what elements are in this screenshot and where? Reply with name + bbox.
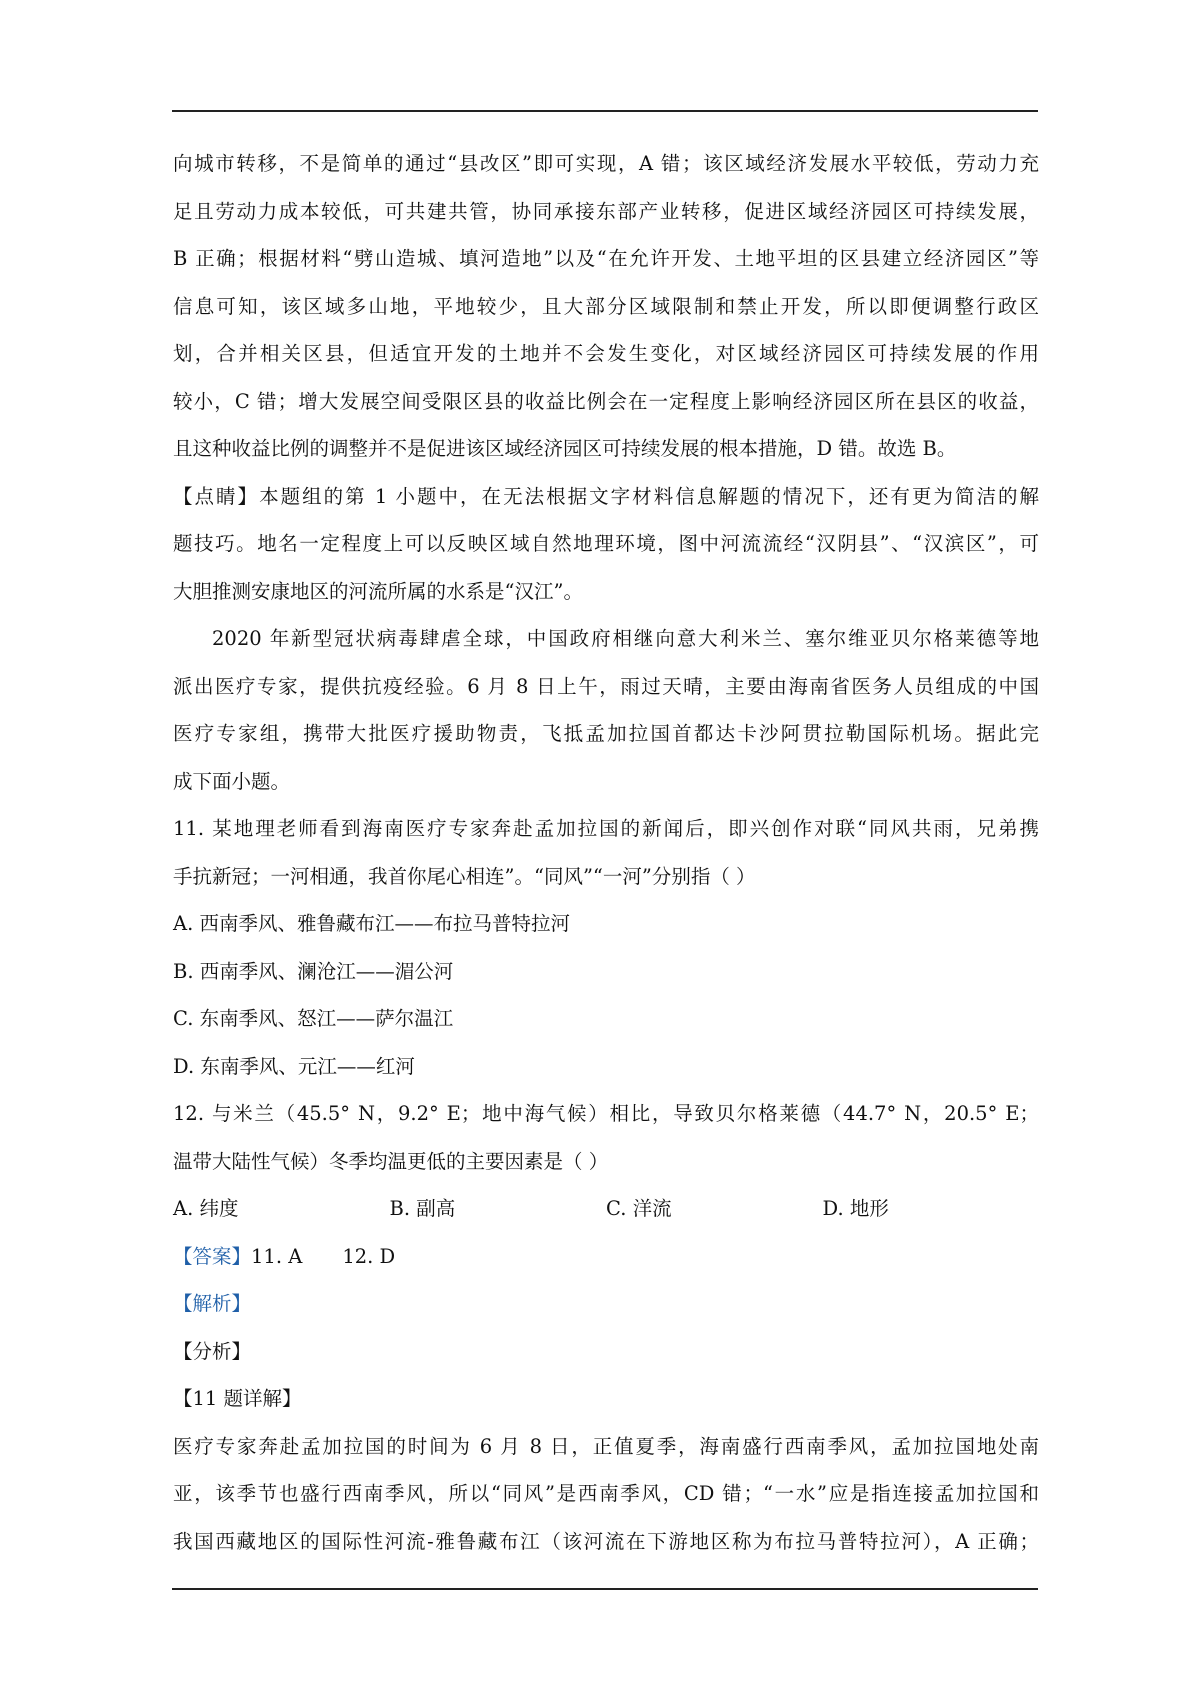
question-12-stem: 12. 与米兰（45.5° N，9.2° E；地中海气候）相比，导致贝尔格莱德（44.7° N，20.5° E； xyxy=(173,1102,1039,1125)
text-line: 信息可知，该区域多山地，平地较少，且大部分区域限制和禁止开发，所以即便调整行政区 xyxy=(173,294,1039,318)
question-12-option-c: C. 洋流 xyxy=(606,1197,672,1220)
fenxi-label: 【分析】 xyxy=(173,1339,252,1363)
tip-line: 大胆推测安康地区的河流所属的水系是“汉江”。 xyxy=(173,579,583,603)
question-11-option-b: B. 西南季风、澜沧江——湄公河 xyxy=(173,959,454,983)
text-line: 划，合并相关区县，但适宜开发的土地并不会发生变化，对区域经济园区可持续发展的作用 xyxy=(173,342,1039,365)
jiexi-label: 【解析】 xyxy=(173,1292,252,1315)
page-content xyxy=(173,140,1039,1565)
answer-label: 【答案】 xyxy=(173,1244,252,1268)
detail-line: 医疗专家奔赴孟加拉国的时间为 6 月 8 日，正值夏季，海南盛行西南季风，孟加拉国地处南 xyxy=(173,1434,1039,1458)
material-line: 派出医疗专家，提供抗疫经验。6 月 8 日上午，雨过天晴，主要由海南省医务人员组成的中国 xyxy=(173,674,1039,698)
question-11-option-c: C. 东南季风、怒江——萨尔温江 xyxy=(173,1007,454,1030)
question-11-stem: 11. 某地理老师看到海南医疗专家奔赴孟加拉国的新闻后，即兴创作对联“同风共雨，兄弟携 xyxy=(173,817,1039,840)
answer-12: 12. D xyxy=(342,1244,396,1268)
detail-label: 【11 题详解】 xyxy=(173,1387,302,1410)
question-12-stem: 温带大陆性气候）冬季均温更低的主要因素是（ ） xyxy=(173,1149,609,1173)
text-line: 向城市转移，不是简单的通过“县改区”即可实现，A 错；该区域经济发展水平较低，劳动力充 xyxy=(173,152,1039,175)
detail-line: 我国西藏地区的国际性河流-雅鲁藏布江（该河流在下游地区称为布拉马普特拉河），A 正确； xyxy=(173,1529,1039,1553)
question-12-option-a: A. 纬度 xyxy=(173,1197,239,1220)
answer-11: 11. A xyxy=(251,1244,303,1268)
question-12-option-b: B. 副高 xyxy=(389,1197,456,1220)
header-rule xyxy=(172,110,1038,112)
tip-line: 题技巧。地名一定程度上可以反映区域自然地理环境，图中河流流经“汉阴县”、“汉滨区”，可 xyxy=(173,532,1039,555)
question-12-options xyxy=(173,1185,1039,1233)
material-line: 2020 年新型冠状病毒肆虐全球，中国政府相继向意大利米兰、塞尔维亚贝尔格莱德等地 xyxy=(212,627,1039,650)
tip-line: 【点睛】本题组的第 1 小题中，在无法根据文字材料信息解题的情况下，还有更为简洁的解 xyxy=(173,484,1039,508)
question-11-stem: 手抗新冠；一河相通，我首你尾心相连”。“同风”“一河”分别指（ ） xyxy=(173,864,756,888)
text-line: 且这种收益比例的调整并不是促进该区域经济园区可持续发展的根本措施，D 错。故选 B。 xyxy=(173,437,957,460)
question-11-option-a: A. 西南季风、雅鲁藏布江——布拉马普特拉河 xyxy=(173,912,570,935)
question-12-option-d: D. 地形 xyxy=(822,1197,889,1220)
material-line: 医疗专家组，携带大批医疗援助物责，飞抵孟加拉国首都达卡沙阿贯拉勒国际机场。据此完 xyxy=(173,722,1039,745)
footer-rule xyxy=(172,1588,1038,1590)
text-line: B 正确；根据材料“劈山造城、填河造地”以及“在允许开发、土地平坦的区县建立经济园区”等 xyxy=(173,247,1039,270)
text-line: 较小，C 错；增大发展空间受限区县的收益比例会在一定程度上影响经济园区所在县区的收益， xyxy=(173,389,1039,413)
text-line: 足且劳动力成本较低，可共建共管，协同承接东部产业转移，促进区域经济园区可持续发展， xyxy=(173,199,1039,223)
question-11-option-d: D. 东南季风、元江——红河 xyxy=(173,1054,415,1078)
material-line: 成下面小题。 xyxy=(173,769,291,793)
detail-line: 亚，该季节也盛行西南季风，所以“同风”是西南季风，CD 错；“一水”应是指连接孟加拉国和 xyxy=(173,1482,1039,1505)
answer-line xyxy=(173,1233,1039,1281)
